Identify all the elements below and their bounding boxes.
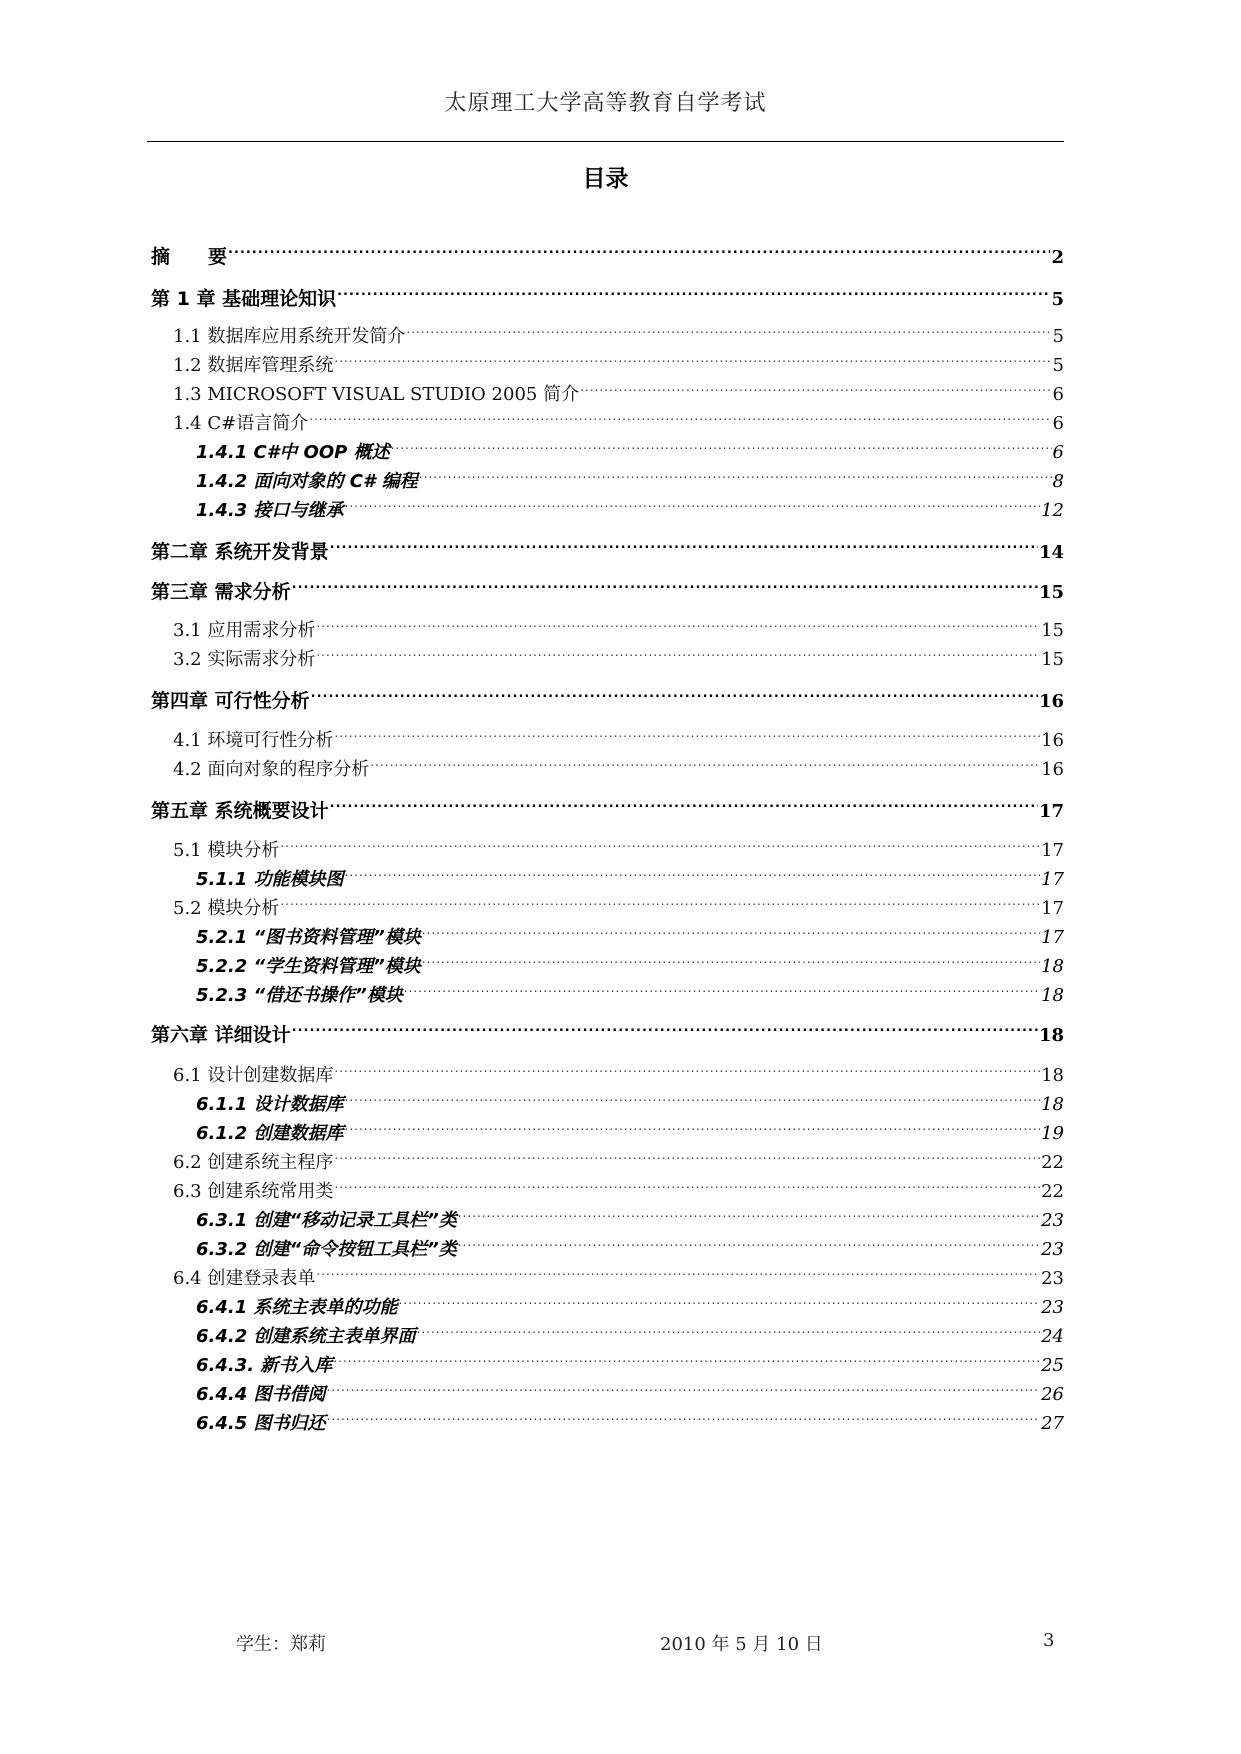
toc-dot-leader xyxy=(330,789,1038,817)
toc-entry-label: 第三章 需求分析 xyxy=(151,581,291,603)
toc-dot-leader xyxy=(327,1372,1041,1400)
toc-dot-leader xyxy=(422,944,1040,972)
toc-entry-label: 第六章 详细设计 xyxy=(151,1024,291,1046)
toc-entry-label: 1.3 MICROSOFT VISUAL STUDIO 2005 简介 xyxy=(173,384,580,405)
toc-entry[interactable] xyxy=(173,747,1064,780)
toc-entry[interactable] xyxy=(173,718,1064,751)
toc-entry-label: 1.1 数据库应用系统开发简介 xyxy=(173,326,406,347)
toc-entry[interactable] xyxy=(151,530,1064,563)
toc-entry[interactable] xyxy=(196,973,1064,1006)
toc-entry-page: 24 xyxy=(1041,1326,1064,1347)
toc-entry-page: 18 xyxy=(1041,1065,1064,1086)
toc-entry[interactable] xyxy=(173,637,1064,670)
toc-entry[interactable] xyxy=(173,608,1064,641)
toc-entry-label: 6.3.1 创建“移动记录工具栏”类 xyxy=(196,1210,457,1231)
toc-entry-page: 15 xyxy=(1041,649,1064,670)
toc-entry[interactable] xyxy=(196,430,1064,463)
toc-entry[interactable] xyxy=(151,679,1064,712)
toc-entry-label: 第五章 系统概要设计 xyxy=(151,800,329,822)
toc-entry-label: 3.1 应用需求分析 xyxy=(173,620,316,641)
toc-entry-page: 18 xyxy=(1041,956,1064,977)
toc-entry-label: 1.4.1 C#中 OOP 概述 xyxy=(196,442,390,463)
toc-entry-label: 1.2 数据库管理系统 xyxy=(173,355,334,376)
toc-dot-leader xyxy=(309,401,1051,429)
toc-dot-leader xyxy=(419,459,1052,487)
toc-dot-leader xyxy=(370,747,1040,775)
toc-entry[interactable] xyxy=(173,343,1064,376)
toc-entry[interactable] xyxy=(196,857,1064,890)
toc-entry-label: 1.4.2 面向对象的 C# 编程 xyxy=(196,471,418,492)
toc-entry-label: 5.1.1 功能模块图 xyxy=(196,869,344,890)
toc-entry[interactable] xyxy=(196,1082,1064,1115)
toc-entry-label: 6.1.1 设计数据库 xyxy=(196,1094,344,1115)
toc-entry-label: 6.1.2 创建数据库 xyxy=(196,1123,344,1144)
toc-entry[interactable] xyxy=(196,1401,1064,1434)
toc-title: 目录 xyxy=(582,166,629,192)
toc-entry-page: 15 xyxy=(1041,620,1064,641)
footer-page-number: 3 xyxy=(1043,1630,1055,1651)
toc-entry[interactable] xyxy=(151,235,1064,268)
toc-dot-leader xyxy=(330,530,1038,558)
toc-entry-label: 5.2 模块分析 xyxy=(173,898,280,919)
toc-entry[interactable] xyxy=(173,1053,1064,1086)
toc-dot-leader xyxy=(316,1256,1040,1284)
toc-entry-page: 16 xyxy=(1038,691,1064,712)
toc-entry-page: 6 xyxy=(1052,413,1064,434)
toc-dot-leader xyxy=(422,915,1040,943)
toc-entry-page: 18 xyxy=(1041,1094,1064,1115)
toc-dot-leader xyxy=(334,718,1040,746)
toc-entry-page: 23 xyxy=(1041,1210,1064,1231)
toc-dot-leader xyxy=(327,1401,1041,1429)
toc-dot-leader xyxy=(391,430,1052,458)
toc-entry[interactable] xyxy=(196,1343,1064,1376)
footer-date: 2010 年 5 月 10 日 xyxy=(660,1634,823,1655)
toc-dot-leader xyxy=(311,679,1038,707)
toc-entry-label: 6.4.5 图书归还 xyxy=(196,1413,326,1434)
toc-entry-label: 1.4.3 接口与继承 xyxy=(196,500,344,521)
toc-entry-label: 摘 要 xyxy=(151,246,228,268)
toc-entry[interactable] xyxy=(196,1227,1064,1260)
toc-entry-label: 4.2 面向对象的程序分析 xyxy=(173,759,370,780)
toc-entry-page: 23 xyxy=(1041,1297,1064,1318)
toc-entry-page: 8 xyxy=(1052,471,1064,492)
toc-entry-label: 6.3 创建系统常用类 xyxy=(173,1181,334,1202)
toc-entry-label: 6.4.3. 新书入库 xyxy=(196,1355,333,1376)
toc-entry-page: 16 xyxy=(1041,759,1064,780)
toc-entry-page: 5 xyxy=(1051,289,1064,310)
toc-entry-page: 27 xyxy=(1041,1413,1064,1434)
toc-entry-page: 22 xyxy=(1041,1181,1064,1202)
toc-entry-page: 18 xyxy=(1041,985,1064,1006)
toc-dot-leader xyxy=(292,1013,1038,1041)
toc-entry[interactable] xyxy=(173,886,1064,919)
toc-entry-page: 2 xyxy=(1051,247,1064,268)
toc-dot-leader xyxy=(333,1343,1040,1371)
toc-dot-leader xyxy=(345,1111,1041,1139)
footer-student: 学生：郑莉 xyxy=(236,1634,326,1655)
toc-entry[interactable] xyxy=(196,459,1064,492)
toc-entry[interactable] xyxy=(151,789,1064,822)
toc-entry[interactable] xyxy=(196,1111,1064,1144)
toc-entry[interactable] xyxy=(173,372,1064,405)
toc-entry-page: 12 xyxy=(1041,500,1064,521)
toc-entry-page: 23 xyxy=(1041,1268,1064,1289)
toc-entry[interactable] xyxy=(196,488,1064,521)
toc-entry-label: 5.2.3 “借还书操作”模块 xyxy=(196,985,403,1006)
toc-dot-leader xyxy=(580,372,1051,400)
toc-entry-page: 17 xyxy=(1041,869,1064,890)
toc-entry-page: 17 xyxy=(1038,801,1064,822)
toc-entry[interactable] xyxy=(196,915,1064,948)
toc-entry-page: 19 xyxy=(1041,1123,1064,1144)
toc-entry-label: 6.3.2 创建“命令按钮工具栏”类 xyxy=(196,1239,457,1260)
toc-entry[interactable] xyxy=(196,944,1064,977)
toc-entry-page: 16 xyxy=(1041,730,1064,751)
toc-dot-leader xyxy=(345,488,1041,516)
toc-entry[interactable] xyxy=(196,1285,1064,1318)
toc-entry-label: 第四章 可行性分析 xyxy=(151,690,310,712)
toc-dot-leader xyxy=(458,1227,1040,1255)
toc-dot-leader xyxy=(337,277,1050,305)
toc-entry-label: 6.4.1 系统主表单的功能 xyxy=(196,1297,398,1318)
toc-dot-leader xyxy=(292,570,1038,598)
toc-dot-leader xyxy=(228,235,1050,263)
toc-entry-page: 17 xyxy=(1041,927,1064,948)
toc-entry-label: 第 1 章 基础理论知识 xyxy=(151,288,337,310)
toc-entry[interactable] xyxy=(151,277,1064,310)
toc-entry[interactable] xyxy=(173,1169,1064,1202)
toc-dot-leader xyxy=(417,1314,1041,1342)
toc-entry[interactable] xyxy=(151,1013,1064,1046)
toc-entry[interactable] xyxy=(173,314,1064,347)
toc-dot-leader xyxy=(345,857,1041,885)
toc-dot-leader xyxy=(280,828,1040,856)
toc-entry[interactable] xyxy=(173,828,1064,861)
toc-dot-leader xyxy=(399,1285,1041,1313)
toc-entry-label: 3.2 实际需求分析 xyxy=(173,649,316,670)
toc-entry-page: 17 xyxy=(1041,898,1064,919)
toc-entry[interactable] xyxy=(173,1140,1064,1173)
toc-dot-leader xyxy=(334,1053,1040,1081)
toc-entry-label: 5.2.1 “图书资料管理”模块 xyxy=(196,927,421,948)
toc-entry[interactable] xyxy=(151,570,1064,603)
toc-entry-page: 23 xyxy=(1041,1239,1064,1260)
toc-entry-label: 6.4.4 图书借阅 xyxy=(196,1384,326,1405)
toc-entry-page: 6 xyxy=(1052,384,1064,405)
toc-entry-page: 17 xyxy=(1041,840,1064,861)
toc-entry-page: 26 xyxy=(1041,1384,1064,1405)
toc-dot-leader xyxy=(458,1198,1040,1226)
toc-entry-label: 1.4 C#语言简介 xyxy=(173,413,309,434)
toc-entry-label: 6.2 创建系统主程序 xyxy=(173,1152,334,1173)
toc-dot-leader xyxy=(334,1169,1040,1197)
toc-entry-label: 6.1 设计创建数据库 xyxy=(173,1065,334,1086)
toc-dot-leader xyxy=(404,973,1040,1001)
toc-entry[interactable] xyxy=(196,1198,1064,1231)
toc-entry-label: 6.4 创建登录表单 xyxy=(173,1268,316,1289)
toc-entry-label: 4.1 环境可行性分析 xyxy=(173,730,334,751)
toc-entry-label: 5.1 模块分析 xyxy=(173,840,280,861)
toc-dot-leader xyxy=(316,608,1040,636)
page-header: 太原理工大学高等教育自学考试 xyxy=(444,91,767,116)
toc-entry-page: 18 xyxy=(1038,1025,1064,1046)
toc-entry-page: 15 xyxy=(1038,582,1064,603)
toc-entry-page: 14 xyxy=(1038,542,1064,563)
toc-entry[interactable] xyxy=(173,401,1064,434)
toc-entry-page: 5 xyxy=(1052,355,1064,376)
toc-entry[interactable] xyxy=(196,1372,1064,1405)
toc-dot-leader xyxy=(406,314,1051,342)
toc-dot-leader xyxy=(334,1140,1040,1168)
toc-entry[interactable] xyxy=(196,1314,1064,1347)
toc-dot-leader xyxy=(280,886,1040,914)
toc-entry-label: 第二章 系统开发背景 xyxy=(151,541,329,563)
toc-dot-leader xyxy=(334,343,1051,371)
toc-entry-page: 5 xyxy=(1052,326,1064,347)
toc-entry-page: 25 xyxy=(1041,1355,1064,1376)
toc-dot-leader xyxy=(316,637,1040,665)
toc-entry-page: 22 xyxy=(1041,1152,1064,1173)
toc-entry-page: 6 xyxy=(1052,442,1064,463)
toc-entry[interactable] xyxy=(173,1256,1064,1289)
toc-dot-leader xyxy=(345,1082,1041,1110)
toc-entry-label: 6.4.2 创建系统主表单界面 xyxy=(196,1326,416,1347)
toc-entry-label: 5.2.2 “学生资料管理”模块 xyxy=(196,956,421,977)
